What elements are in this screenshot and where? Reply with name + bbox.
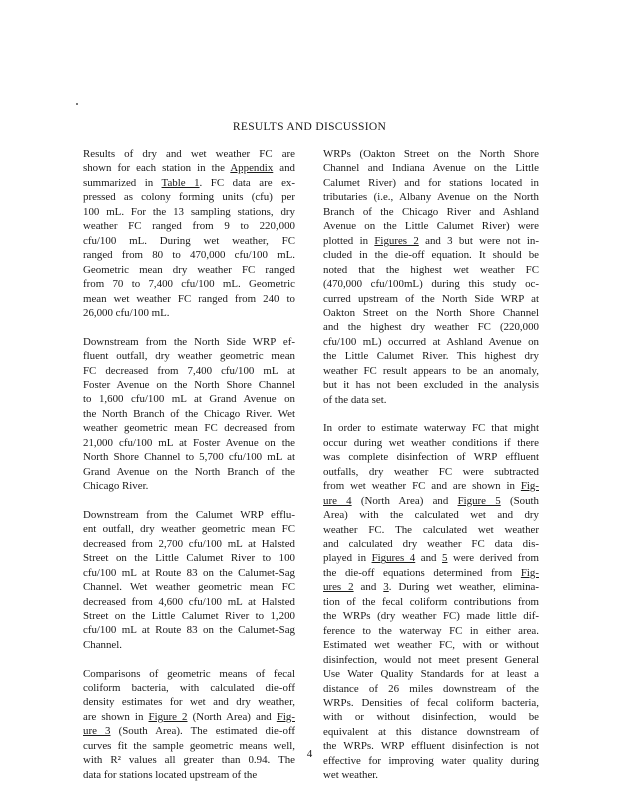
underlined-reference: Fig-: [520, 480, 539, 493]
text-line: distance of 26 miles downstream of the: [323, 682, 539, 695]
text-line: Estimated wet weather FC, with or without: [323, 639, 539, 652]
underlined-reference: Figures 2: [374, 234, 419, 247]
underlined-reference: Fig-: [276, 710, 295, 723]
text-line: Downstream from the Calumet WRP efflu-: [83, 508, 295, 521]
underlined-reference: ures 2: [323, 581, 354, 594]
left-paragraph-4: [83, 667, 295, 783]
text-line: curves fit the sample geometric means well,: [83, 739, 295, 752]
text-line: Avenue on the Little Calumet River) were: [323, 220, 539, 233]
text-line: Branch of the Chicago River and Ashland: [323, 205, 539, 218]
text-line: weather FC. The calculated wet weather: [323, 523, 539, 536]
text-line: are shown in Figure 2 (North Area) and Fig-: [83, 710, 295, 723]
text-line: Area) with the calculated wet and dry: [323, 509, 539, 522]
text-line: ranged from 80 to 470,000 cfu/100 mL.: [83, 249, 295, 262]
underlined-reference: Figure 2: [148, 710, 188, 723]
left-paragraph-1: [83, 147, 295, 320]
underlined-reference: 3: [383, 581, 389, 594]
text-line: wet weather.: [323, 769, 379, 782]
text-line: ure 3 (South Area). The estimated die-off: [83, 725, 295, 738]
underlined-reference: Figures 4: [371, 552, 416, 565]
text-line: cfu/100 mL at Route 83 on the Calumet-Sag: [83, 566, 295, 579]
text-line: ure 4 (North Area) and Figure 5 (South: [323, 494, 539, 507]
text-line: with R² values all greater than 0.94. The: [83, 754, 295, 767]
text-line: Channel.: [83, 638, 123, 651]
text-line: from 70 to 7,400 cfu/100 mL. Geometric: [83, 278, 295, 291]
text-line: tributaries (i.e., Albany Avenue on the North: [323, 191, 539, 204]
text-line: WRPs. Densities of fecal coliform bacteria,: [323, 696, 539, 709]
text-line: from wet weather FC and are shown in Fig-: [323, 480, 539, 493]
text-line: Use Water Quality Standards for at least a: [323, 668, 539, 681]
text-line: noted that the highest wet weather FC: [323, 263, 539, 276]
text-line: ference to the waterway FC in either area.: [323, 624, 539, 637]
text-line: and calculated dry weather FC data dis-: [323, 537, 539, 550]
text-line: cluded in the die-off equation. It should be: [323, 249, 539, 262]
text-line: cfu/100 mL. During wet weather, FC: [83, 234, 295, 247]
text-line: Street on the Little Calumet River to 1,200: [83, 609, 295, 622]
text-line: cfu/100 mL) occurred at Ashland Avenue on: [323, 335, 539, 348]
text-line: was complete disinfection of WRP effluent: [323, 451, 539, 464]
text-line: weather FC ranged from 9 to 220,000: [83, 220, 295, 233]
underlined-reference: Appendix: [230, 162, 274, 175]
text-line: plotted in Figures 2 and 3 but were not in-: [323, 234, 539, 247]
text-line: weather geometric mean FC decreased from: [83, 422, 295, 435]
text-line: the WRPs. WRP effluent disinfection is not: [323, 740, 539, 753]
text-line: 21,000 cfu/100 mL at Foster Avenue on the: [83, 436, 295, 449]
text-line: Oakton Street on the North Shore Channel: [323, 306, 539, 319]
underlined-reference: ure 3: [83, 725, 111, 738]
underlined-reference: 5: [442, 552, 448, 565]
text-line: Comparisons of geometric means of fecal: [83, 667, 295, 680]
text-line: of the data set.: [323, 393, 387, 406]
text-line: coliform bacteria, with calculated die-off: [83, 681, 295, 694]
text-line: played in Figures 4 and 5 were derived from: [323, 552, 540, 565]
text-line: Geometric mean dry weather FC ranged: [83, 263, 295, 276]
text-line: (470,000 cfu/100mL) during this study oc-: [323, 278, 539, 291]
text-line: Calumet River) and for stations located in: [323, 176, 539, 189]
text-line: Grand Avenue on the North Branch of the: [83, 465, 295, 478]
text-line: and the highest dry weather FC (220,000: [323, 321, 539, 334]
text-line: FC decreased from 7,400 cfu/100 mL at: [83, 364, 295, 377]
scan-speck: [76, 103, 78, 105]
left-paragraph-3: [83, 508, 295, 653]
text-line: to 1,600 cfu/100 mL at Grand Avenue on: [83, 393, 295, 406]
text-line: the Little Calumet River. This highest dry: [323, 350, 539, 363]
text-line: ent outfall, dry weather geometric mean FC: [83, 523, 295, 536]
text-line: occur during wet weather conditions if there: [323, 436, 539, 449]
underlined-reference: Table 1: [161, 176, 200, 189]
text-line: summarized in Table 1. FC data are ex-: [83, 176, 295, 189]
text-line: curred upstream of the North Side WRP at: [323, 292, 539, 305]
right-column: [323, 147, 539, 797]
text-line: disinfection, would not meet present General: [323, 653, 539, 666]
text-line: the North Branch of the Chicago River. Wet: [83, 407, 295, 420]
text-line: cfu/100 mL at Route 83 on the Calumet-Sag: [83, 624, 295, 637]
text-line: In order to estimate waterway FC that might: [323, 422, 539, 435]
text-line: effective for improving water quality during: [323, 754, 539, 767]
text-line: fluent outfall, dry weather geometric mean: [83, 350, 295, 363]
text-line: the die-off equations determined from Fig-: [323, 566, 539, 579]
text-line: the WRPs (dry weather FC) made little dif-: [323, 610, 539, 623]
text-line: North Shore Channel to 5,700 cfu/100 mL at: [83, 451, 295, 464]
text-line: density estimates for wet and dry weather,: [83, 696, 295, 709]
text-line: data for stations located upstream of the: [83, 768, 258, 781]
text-line: weather FC result appears to be an anomaly,: [323, 364, 539, 377]
left-column: [83, 147, 295, 796]
page-number: 4: [306, 748, 313, 760]
right-paragraph-2: [323, 421, 539, 782]
text-line: shown for each station in the Appendix and: [83, 162, 295, 175]
text-line: with or without disinfection, would be: [323, 711, 539, 724]
text-line: WRPs (Oakton Street on the North Shore: [323, 148, 539, 160]
text-line: Channel and Indiana Avenue on the Little: [323, 162, 539, 175]
underlined-reference: ure 4: [323, 494, 352, 507]
text-line: Channel. Wet weather geometric mean FC: [83, 581, 295, 594]
text-line: Foster Avenue on the North Shore Channel: [83, 378, 295, 391]
text-line: but it has not been excluded in the analysis: [323, 379, 539, 392]
text-line: 26,000 cfu/100 mL.: [83, 306, 170, 319]
text-line: Results of dry and wet weather FC are: [83, 148, 295, 160]
text-line: outfalls, dry weather FC were subtracted: [323, 465, 539, 478]
right-paragraph-1: [323, 147, 539, 407]
text-line: decreased from 2,700 cfu/100 mL at Halsted: [83, 537, 295, 550]
text-line: equivalent at this distance downstream of: [323, 725, 539, 738]
text-line: tion of the fecal coliform contributions from: [323, 595, 539, 608]
text-line: mean wet weather FC ranged from 240 to: [83, 292, 295, 305]
text-line: 100 mL. For the 13 sampling stations, dry: [83, 205, 295, 218]
text-line: pressed as colony forming units (cfu) per: [83, 191, 295, 204]
underlined-reference: Fig-: [520, 566, 539, 579]
left-paragraph-2: [83, 335, 295, 494]
underlined-reference: Figure 5: [457, 494, 501, 507]
section-heading: RESULTS AND DISCUSSION: [232, 121, 387, 133]
text-line: Downstream from the North Side WRP ef-: [83, 335, 295, 348]
text-line: Chicago River.: [83, 480, 149, 493]
text-line: decreased from 4,600 cfu/100 mL at Halsted: [83, 595, 295, 608]
text-line: Street on the Little Calumet River to 100: [83, 552, 295, 565]
text-line: ures 2 and 3. During wet weather, elimina-: [323, 581, 540, 594]
